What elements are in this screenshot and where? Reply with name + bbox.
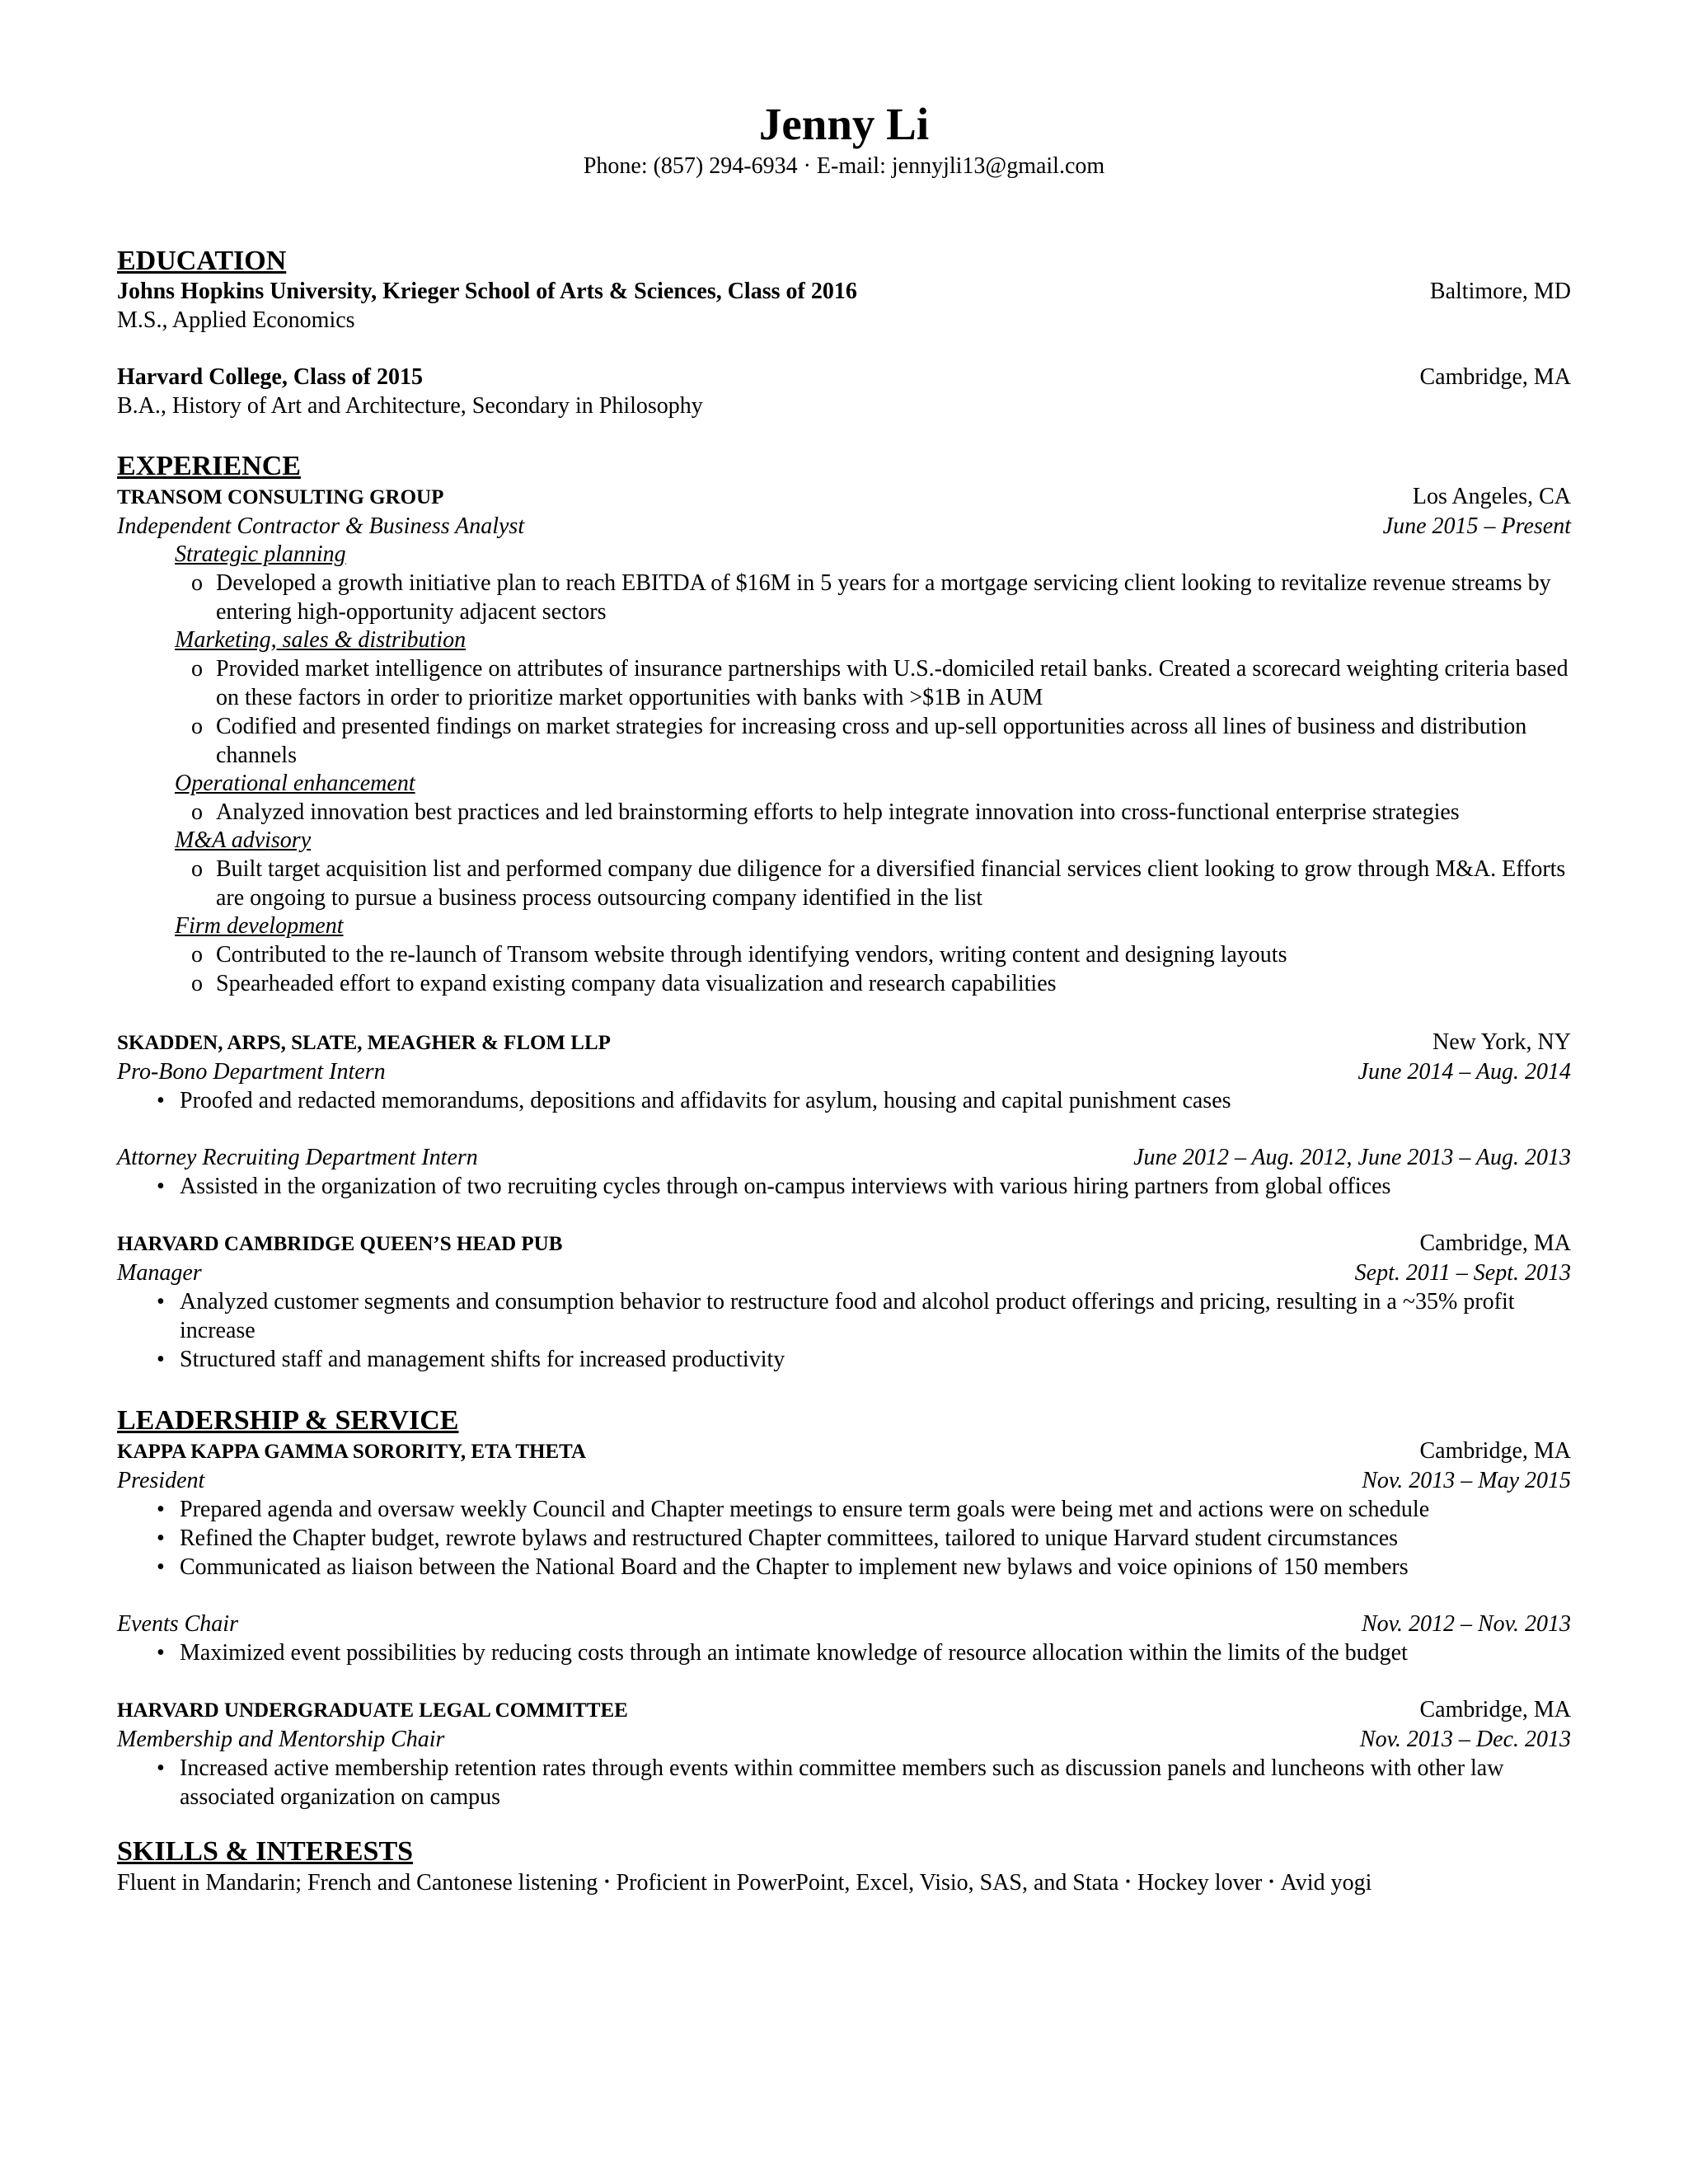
bullet-list xyxy=(117,1287,1571,1374)
school-location: Cambridge, MA xyxy=(1419,364,1571,390)
role-dates: June 2014 – Aug. 2014 xyxy=(1357,1059,1571,1085)
org-location: New York, NY xyxy=(1432,1029,1571,1055)
list-item: • Increased active membership retention rates through events within committee members such as discussion panels and luncheons with other law associated organization on campus xyxy=(157,1755,1504,1810)
list-item: o Codified and presented findings on market strategies for increasing cross and up-sell opportunities across all lines of business and distribution channels xyxy=(191,714,1527,768)
org-header xyxy=(117,1695,1571,1725)
subcategory-label: Operational enhancement xyxy=(175,771,415,796)
role-header xyxy=(117,1057,1571,1086)
section-title-leadership: LEADERSHIP & SERVICE xyxy=(117,1405,459,1436)
skills-line xyxy=(117,1868,1571,1897)
bullet-list xyxy=(117,1172,1571,1201)
subcategory-label: Firm development xyxy=(175,913,344,939)
skill-item: Proficient in PowerPoint, Excel, Visio, SAS, and Stata xyxy=(616,1870,1119,1896)
bullet-list xyxy=(117,569,1571,626)
org-location: Cambridge, MA xyxy=(1419,1697,1571,1722)
list-item: • Structured staff and management shifts for increased productivity xyxy=(157,1347,785,1372)
bullet-icon: • xyxy=(157,1755,165,1781)
role-title: President xyxy=(117,1468,205,1493)
org-header xyxy=(117,1028,1571,1057)
org-name: HARVARD CAMBRIDGE QUEEN’S HEAD PUB xyxy=(117,1233,563,1255)
separator-dot-icon: • xyxy=(604,1873,610,1890)
bullet-list xyxy=(117,1086,1571,1115)
circle-bullet-icon: o xyxy=(191,971,203,996)
role-dates: June 2012 – Aug. 2012, June 2013 – Aug. 2013 xyxy=(1133,1145,1571,1170)
org-location: Los Angeles, CA xyxy=(1412,484,1571,509)
bullet-icon: • xyxy=(157,1347,165,1372)
skill-item: Fluent in Mandarin; French and Cantonese listening xyxy=(117,1870,598,1896)
section-title-education: EDUCATION xyxy=(117,246,287,276)
subcategory-label: Strategic planning xyxy=(175,541,346,567)
bullet-icon: • xyxy=(157,1554,165,1580)
subcategory-label: Marketing, sales & distribution xyxy=(175,627,467,653)
bullet-list xyxy=(117,1495,1571,1582)
section-title-skills: SKILLS & INTERESTS xyxy=(117,1836,414,1867)
bullet-icon: • xyxy=(157,1526,165,1551)
list-item: • Refined the Chapter budget, rewrote bylaws and restructured Chapter committees, tailored to unique Harvard student circumstances xyxy=(157,1526,1399,1551)
list-item: • Analyzed customer segments and consumption behavior to restructure food and alcohol product offerings and pricing, resulting in a ~35% profit increase xyxy=(157,1289,1515,1343)
role-dates: Nov. 2013 – May 2015 xyxy=(1362,1468,1571,1493)
bullet-icon: • xyxy=(157,1174,165,1199)
bullet-list xyxy=(117,1638,1571,1667)
education-entry-header xyxy=(117,277,1571,306)
separator-dot-icon: • xyxy=(1268,1873,1274,1890)
role-title: Manager xyxy=(117,1260,202,1286)
org-header xyxy=(117,482,1571,512)
separator-dot-icon: • xyxy=(1125,1873,1131,1890)
subcategory-label: M&A advisory xyxy=(175,827,312,853)
list-item: • Proofed and redacted memorandums, depositions and affidavits for asylum, housing and capital punishment cases xyxy=(157,1088,1231,1113)
circle-bullet-icon: o xyxy=(191,570,203,596)
role-title: Events Chair xyxy=(117,1611,238,1637)
list-item: o Spearheaded effort to expand existing company data visualization and research capabilities xyxy=(191,971,1057,996)
bullet-list xyxy=(117,654,1571,770)
role-header xyxy=(117,1610,1571,1638)
role-header xyxy=(117,1466,1571,1495)
list-item: • Communicated as liaison between the National Board and the Chapter to implement new bylaws and voice opinions of 150 members xyxy=(157,1554,1409,1580)
list-item: o Built target acquisition list and performed company due diligence for a diversified financial services client looking to grow through M&A. Efforts are ongoing to pursue a business process outsourcing company identified in the list xyxy=(191,856,1566,911)
list-item: o Provided market intelligence on attributes of insurance partnerships with U.S.-domiciled retail banks. Created a scorecard weighting criteria based on these factors in order to prioritize market opportunities with banks with >$1B in AUM xyxy=(191,656,1568,710)
org-name: HARVARD UNDERGRADUATE LEGAL COMMITTEE xyxy=(117,1699,628,1722)
org-header xyxy=(117,1229,1571,1258)
skill-item: Hockey lover xyxy=(1137,1870,1263,1896)
list-item: • Prepared agenda and oversaw weekly Council and Chapter meetings to ensure term goals were being met and actions were on schedule xyxy=(157,1497,1430,1522)
role-title: Membership and Mentorship Chair xyxy=(117,1727,445,1752)
bullet-icon: • xyxy=(157,1497,165,1522)
org-header xyxy=(117,1436,1571,1466)
degree: B.A., History of Art and Architecture, Secondary in Philosophy xyxy=(117,393,703,419)
bullet-icon: • xyxy=(157,1088,165,1113)
school-name: Johns Hopkins University, Krieger School of Arts & Sciences, Class of 2016 xyxy=(117,279,857,304)
bullet-list xyxy=(117,1754,1571,1811)
role-dates: Nov. 2012 – Nov. 2013 xyxy=(1361,1611,1571,1637)
org-name: SKADDEN, ARPS, SLATE, MEAGHER & FLOM LLP xyxy=(117,1032,611,1054)
list-item: o Analyzed innovation best practices and led brainstorming efforts to help integrate innovation into cross-functional enterprise strategies xyxy=(191,799,1460,825)
skill-item: Avid yogi xyxy=(1280,1870,1372,1896)
role-title: Attorney Recruiting Department Intern xyxy=(117,1145,478,1170)
circle-bullet-icon: o xyxy=(191,714,203,739)
role-title: Pro-Bono Department Intern xyxy=(117,1059,386,1085)
role-header xyxy=(117,1725,1571,1754)
education-entry-header xyxy=(117,363,1571,391)
role-dates: Sept. 2011 – Sept. 2013 xyxy=(1354,1260,1571,1286)
list-item: • Assisted in the organization of two recruiting cycles through on-campus interviews with various hiring partners from global offices xyxy=(157,1174,1391,1199)
degree: M.S., Applied Economics xyxy=(117,307,355,333)
list-item: • Maximized event possibilities by reducing costs through an intimate knowledge of resource allocation within the limits of the budget xyxy=(157,1640,1408,1666)
role-title: Independent Contractor & Business Analyst xyxy=(117,513,525,539)
school-name: Harvard College, Class of 2015 xyxy=(117,364,423,390)
contact-line: Phone: (857) 294-6934 · E-mail: jennyjli13@gmail.com xyxy=(583,153,1105,179)
bullet-list xyxy=(117,940,1571,998)
org-location: Cambridge, MA xyxy=(1419,1230,1571,1256)
role-dates: June 2015 – Present xyxy=(1382,513,1571,539)
bullet-icon: • xyxy=(157,1640,165,1666)
bullet-icon: • xyxy=(157,1289,165,1315)
circle-bullet-icon: o xyxy=(191,656,203,682)
bullet-list xyxy=(117,855,1571,912)
list-item: o Developed a growth initiative plan to reach EBITDA of $16M in 5 years for a mortgage servicing client looking to revitalize revenue streams by entering high-opportunity adjacent sectors xyxy=(191,570,1551,625)
circle-bullet-icon: o xyxy=(191,856,203,882)
org-name: TRANSOM CONSULTING GROUP xyxy=(117,486,444,509)
bullet-list xyxy=(117,798,1571,827)
circle-bullet-icon: o xyxy=(191,942,203,968)
org-name: KAPPA KAPPA GAMMA SORORITY, ETA THETA xyxy=(117,1441,587,1463)
role-header xyxy=(117,1143,1571,1172)
org-location: Cambridge, MA xyxy=(1419,1438,1571,1464)
school-location: Baltimore, MD xyxy=(1429,279,1571,304)
list-item: o Contributed to the re-launch of Transom website through identifying vendors, writing content and designing layouts xyxy=(191,942,1287,968)
role-dates: Nov. 2013 – Dec. 2013 xyxy=(1359,1727,1571,1752)
resume-page xyxy=(117,0,1571,1897)
role-header xyxy=(117,1258,1571,1287)
circle-bullet-icon: o xyxy=(191,799,203,825)
section-title-experience: EXPERIENCE xyxy=(117,451,301,481)
role-header xyxy=(117,512,1571,541)
candidate-name: Jenny Li xyxy=(758,99,930,149)
